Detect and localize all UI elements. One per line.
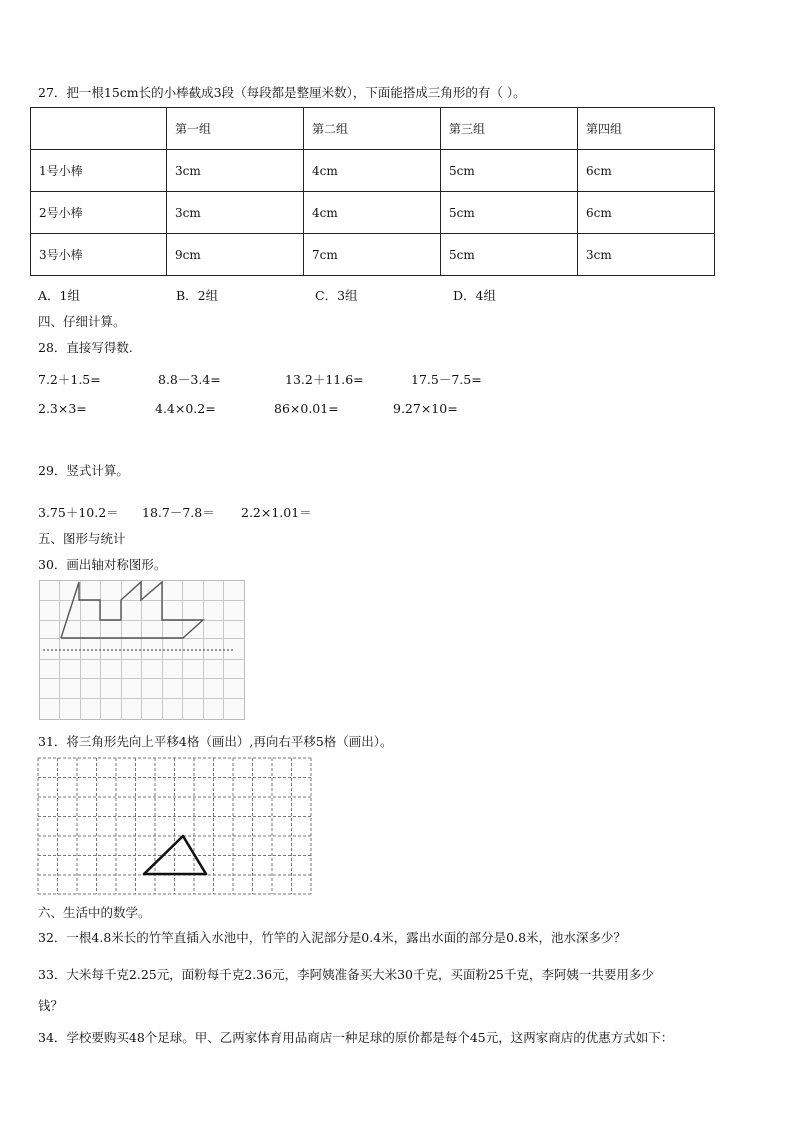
table-cell: 5cm (441, 234, 578, 276)
table-cell: 3号小棒 (31, 234, 167, 276)
table-row (31, 234, 715, 276)
table-cell: 6cm (578, 150, 715, 192)
table-header-row (31, 108, 715, 150)
table-cell: 4cm (304, 150, 441, 192)
q28-item: 8.8－3.4= (158, 372, 221, 387)
q28-item: 7.2＋1.5= (38, 372, 101, 387)
option-c: C．3组 (315, 288, 358, 303)
table-cell: 3cm (167, 192, 304, 234)
q28-item: 9.27×10= (393, 401, 458, 416)
table-header-cell: 第三组 (441, 108, 578, 150)
q28-item: 2.3×3= (38, 401, 87, 416)
q29-item: 18.7－7.8＝ (142, 505, 215, 520)
table-header-cell: 第四组 (578, 108, 715, 150)
q33-stem-line2: 钱？ (38, 998, 64, 1013)
q31-stem: 31．将三角形先向上平移4格（画出）,再向右平移5格（画出）。 (38, 734, 393, 749)
q28-item: 4.4×0.2= (155, 401, 216, 416)
table-cell: 7cm (304, 234, 441, 276)
option-d: D．4组 (453, 288, 496, 303)
table-cell: 3cm (167, 150, 304, 192)
q34-stem: 34．学校要购买48个足球。甲、乙两家体育用品商店一种足球的原价都是每个45元，这两家商店的优惠方式如下： (38, 1030, 674, 1045)
table-header-cell (31, 108, 167, 150)
section-5-heading: 五、图形与统计 (38, 531, 126, 546)
q28-item: 17.5－7.5= (411, 372, 482, 387)
option-b: B．2组 (176, 288, 219, 303)
translation-grid-figure (37, 757, 313, 895)
table-cell: 5cm (441, 192, 578, 234)
option-a: A．1组 (38, 288, 80, 303)
stick-table (30, 107, 715, 276)
table-cell: 9cm (167, 234, 304, 276)
table-row (31, 150, 715, 192)
q32-stem: 32．一根4.8米长的竹竿直插入水池中，竹竿的入泥部分是0.4米，露出水面的部分是0.8米，池水深多少？ (38, 930, 627, 945)
section-6-heading: 六、生活中的数学。 (38, 905, 151, 920)
table-cell: 5cm (441, 150, 578, 192)
q29-item: 2.2×1.01＝ (241, 505, 312, 520)
table-cell: 6cm (578, 192, 715, 234)
table-cell: 3cm (578, 234, 715, 276)
q27-stem: 27．把一根15cm长的小棒截成3段（每段都是整厘米数），下面能搭成三角形的有（ ）。 (38, 85, 526, 100)
q28-stem: 28．直接写得数. (38, 340, 133, 355)
table-row (31, 192, 715, 234)
section-4-heading: 四、仔细计算。 (38, 314, 126, 329)
q33-stem-line1: 33．大米每千克2.25元，面粉每千克2.36元，李阿姨准备买大米30千克，买面粉25千克，李阿姨一共要用多少 (38, 967, 654, 982)
table-cell: 4cm (304, 192, 441, 234)
q29-item: 3.75＋10.2＝ (38, 505, 119, 520)
symmetry-grid-figure (39, 580, 245, 720)
table-cell: 1号小棒 (31, 150, 167, 192)
table-header-cell: 第一组 (167, 108, 304, 150)
q28-item: 13.2＋11.6= (285, 372, 364, 387)
table-header-cell: 第二组 (304, 108, 441, 150)
table-cell: 2号小棒 (31, 192, 167, 234)
q29-stem: 29．竖式计算。 (38, 463, 129, 478)
q28-item: 86×0.01= (274, 401, 339, 416)
q30-stem: 30．画出轴对称图形。 (38, 557, 167, 572)
